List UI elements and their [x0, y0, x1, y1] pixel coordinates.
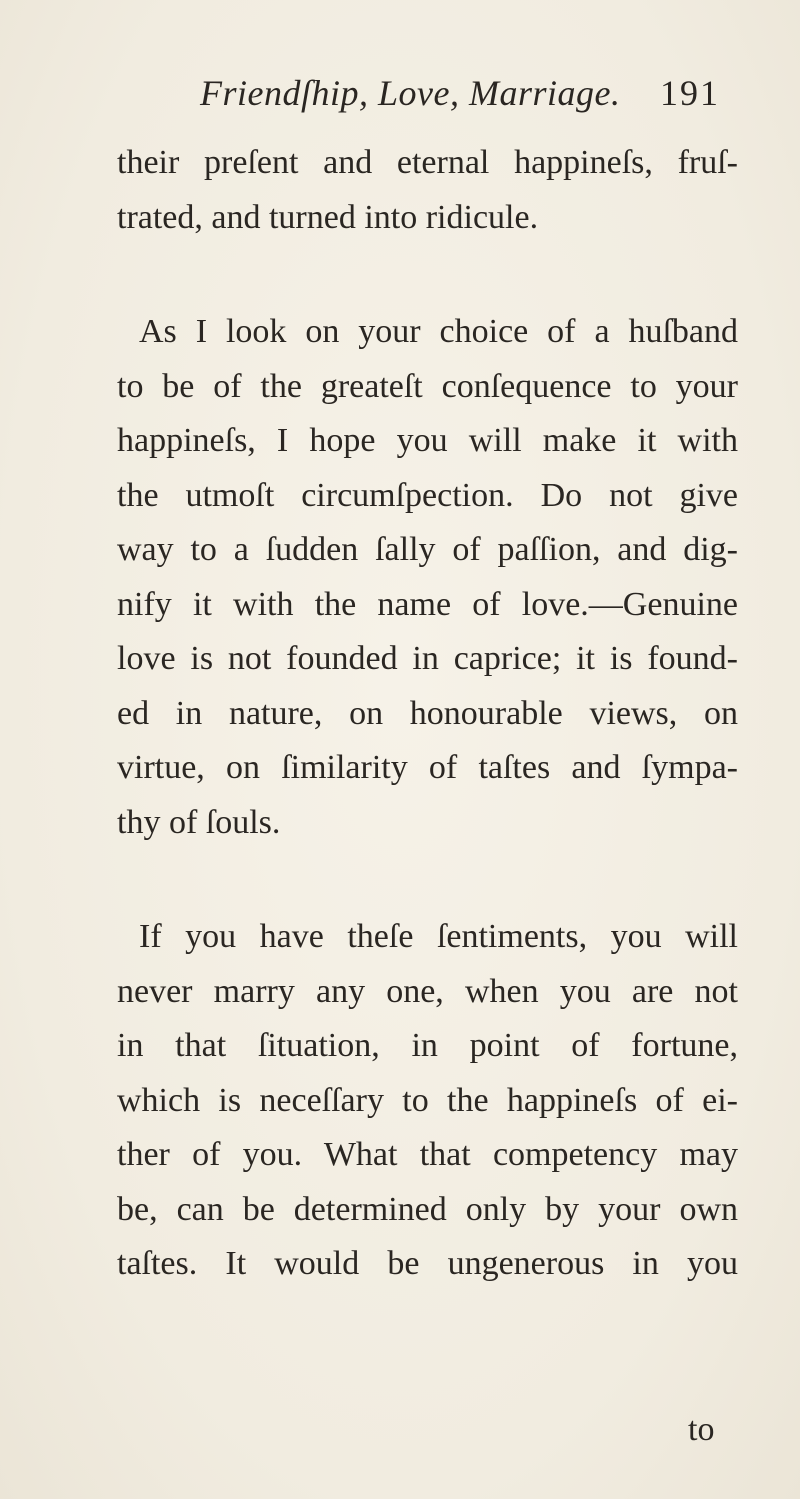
text-line: love is not founded in caprice; it is found-: [117, 640, 738, 677]
text-line: ed in nature, on honourable views, on: [117, 694, 738, 732]
paragraph-sentiments: [117, 910, 738, 1292]
text-line: to be of the greateſt conſequence to your: [117, 367, 738, 405]
text-line: If you have theſe ſentiments, you will: [139, 918, 738, 955]
body-text: [117, 136, 738, 1292]
running-head: [200, 72, 720, 122]
paragraph-choice-of-husband: [117, 305, 738, 850]
text-line: never marry any one, when you are not: [117, 972, 738, 1010]
text-line: As I look on your choice of a huſband: [139, 313, 738, 350]
page-number: 191: [660, 73, 720, 113]
text-line: thy of ſouls.: [117, 803, 281, 841]
text-line: be, can be determined only by your own: [117, 1190, 738, 1228]
paragraph-continuation: [117, 136, 738, 245]
text-line: ther of you. What that competency may: [117, 1136, 738, 1173]
running-title: Friendſhip, Love, Marriage.: [200, 73, 621, 113]
text-line: in that ſituation, in point of fortune,: [117, 1027, 738, 1064]
text-line: taſtes. It would be ungenerous in you: [117, 1245, 738, 1282]
text-line: way to a ſudden ſally of paſſion, and dig-: [117, 531, 738, 568]
text-line: trated, and turned into ridicule.: [117, 198, 539, 236]
text-line: which is neceſſary to the happineſs of ei-: [117, 1081, 738, 1119]
text-line: the utmoſt circumſpection. Do not give: [117, 476, 738, 514]
text-line: their preſent and eternal happineſs, fruſ-: [117, 144, 738, 181]
text-line: virtue, on ſimilarity of taſtes and ſympa-: [117, 749, 738, 786]
text-line: happineſs, I hope you will make it with: [117, 422, 738, 459]
text-line: nify it with the name of love.—Genuine: [117, 585, 738, 623]
catchword: to: [688, 1411, 715, 1448]
